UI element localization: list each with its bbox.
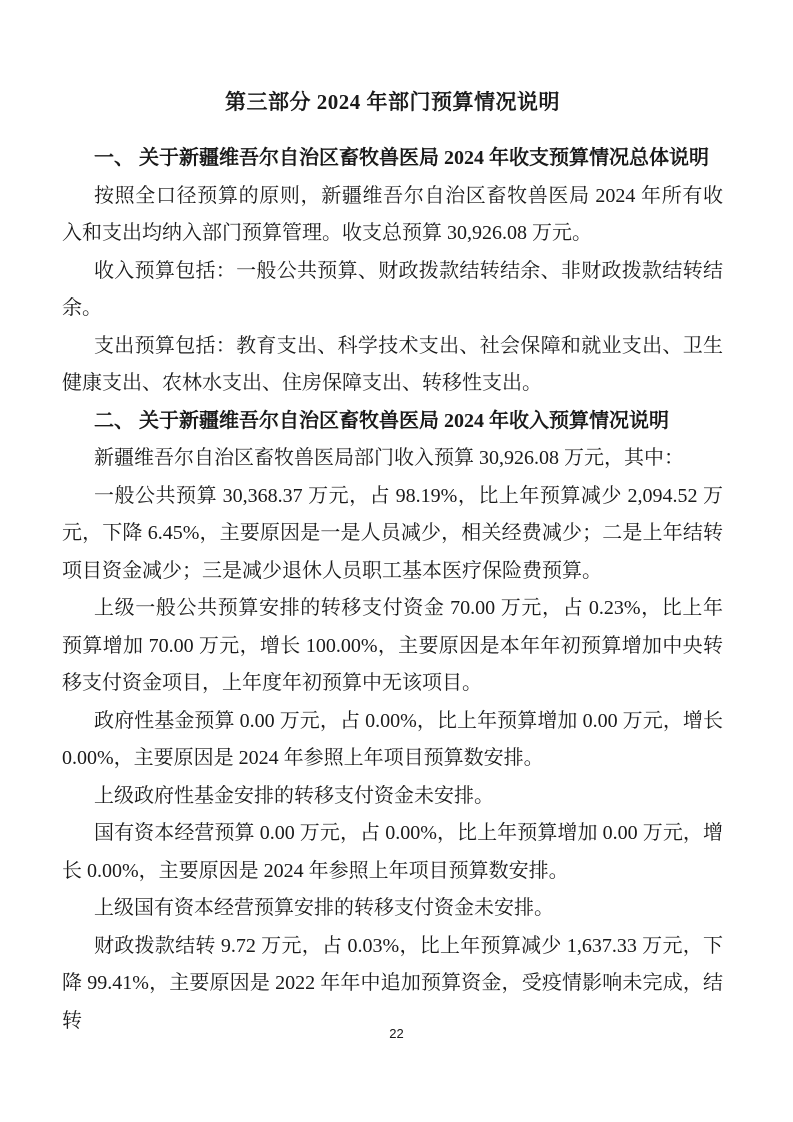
paragraph-government-fund-budget: 政府性基金预算 0.00 万元，占 0.00%，比上年预算增加 0.00 万元，增长 0.00%，主要原因是 2024 年参照上年项目预算数安排。: [62, 709, 723, 769]
paragraph-expenditure-budget-includes: 支出预算包括：教育支出、科学技术支出、社会保障和就业支出、卫生健康支出、农林水支出、住房保障支出、转移性支出。: [62, 334, 723, 394]
document-title: 第三部分 2024 年部门预算情况说明: [225, 90, 560, 114]
paragraph-fiscal-carryover: 财政拨款结转 9.72 万元，占 0.03%，比上年预算减少 1,637.33 万元，下降 99.41%，主要原因是 2022 年年中追加预算资金，受疫情影响未完成，结转: [62, 934, 723, 1032]
paragraph-superior-government-fund-transfer: 上级政府性基金安排的转移支付资金未安排。: [94, 784, 494, 807]
section-heading-income-expenditure-overview: 一、 关于新疆维吾尔自治区畜牧兽医局 2024 年收支预算情况总体说明: [94, 147, 709, 169]
paragraph-state-capital-budget: 国有资本经营预算 0.00 万元，占 0.00%，比上年预算增加 0.00 万元，增长 0.00%，主要原因是 2024 年参照上年项目预算数安排。: [62, 822, 723, 882]
paragraph-income-budget-includes: 收入预算包括：一般公共预算、财政拨款结转结余、非财政拨款结转结余。: [62, 259, 723, 319]
section-heading-income-budget-details: 二、 关于新疆维吾尔自治区畜牧兽医局 2024 年收入预算情况说明: [94, 409, 669, 432]
paragraph-overall-budget: 按照全口径预算的原则，新疆维吾尔自治区畜牧兽医局 2024 年所有收入和支出均纳入部门预算管理。收支总预算 30,926.08 万元。: [62, 184, 723, 244]
paragraph-department-income-total: 新疆维吾尔自治区畜牧兽医局部门收入预算 30,926.08 万元，其中：: [94, 447, 684, 469]
paragraph-general-public-budget: 一般公共预算 30,368.37 万元，占 98.19%，比上年预算减少 2,094.52 万元，下降 6.45%，主要原因是一是人员减少，相关经费减少；二是上年结转项目资金减少；三是减少退休人员职工基本医疗保险费预算。: [62, 484, 723, 582]
page-number: 22: [389, 1026, 404, 1041]
paragraph-superior-transfer-payment: 上级一般公共预算安排的转移支付资金 70.00 万元，占 0.23%，比上年预算增加 70.00 万元，增长 100.00%，主要原因是本年年初预算增加中央转移支付资金项目，上年度年初预算中无该项目。: [62, 597, 723, 694]
paragraph-superior-state-capital-transfer: 上级国有资本经营预算安排的转移支付资金未安排。: [94, 897, 554, 919]
